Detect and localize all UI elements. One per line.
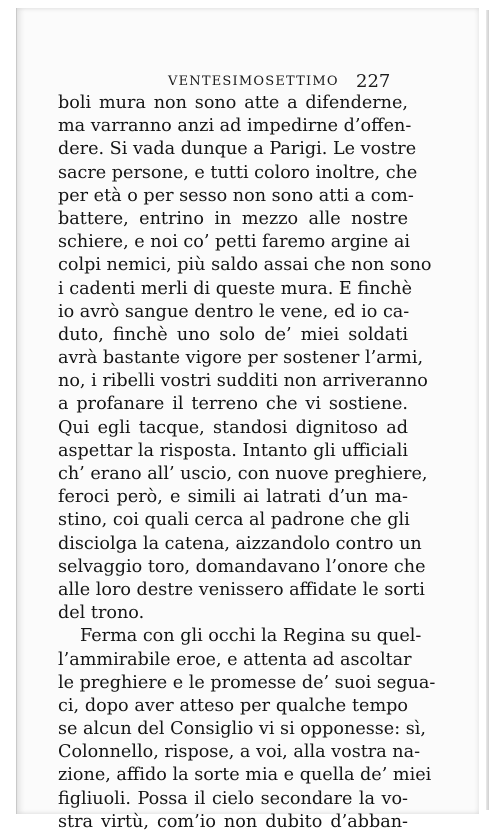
text-line: aspettar la risposta. Intanto gli ufficiali [58, 440, 408, 461]
text-line: a profanare il terreno che vi sostiene. [58, 394, 408, 415]
text-line: schiere, e noi co’ petti faremo argine ai [58, 232, 411, 253]
text-line: figliuoli. Possa il cielo secondare la vo- [58, 788, 408, 809]
text-line: sacre persone, e tutti coloro inoltre, che [58, 162, 418, 183]
text-line: stra virtù, com’io non dubito d’abban- [58, 811, 408, 832]
text-line: no, i ribelli vostri sudditi non arriveranno [58, 371, 428, 392]
text-line: boli mura non sono atte a difenderne, [58, 93, 408, 113]
text-line: io avrò sangue dentro le vene, ed io ca- [58, 301, 410, 322]
text-line: selvaggio toro, domandavano l’onore che [58, 556, 426, 577]
text-line: ch’ erano all’ uscio, con nuove preghiere, [58, 464, 428, 484]
text-line: colpi nemici, più saldo assai che non sono [58, 255, 432, 276]
text-line: feroci però, e simili ai latrati d’un ma- [58, 487, 408, 508]
text-line: avrà bastante vigore per sostener l’armi, [58, 348, 424, 369]
running-head [0, 71, 497, 94]
text-line: zione, affido la sorte mia e quella de’ miei [58, 765, 432, 786]
page-number: 227 [356, 71, 391, 92]
text-line: Colonnello, rispose, a voi, alla vostra na- [58, 742, 421, 763]
text-line: stino, coi quali cerca al padrone che gli [58, 510, 410, 531]
text-line: battere, entrino in mezzo alle nostre [58, 208, 408, 229]
text-line: del trono. [58, 603, 145, 624]
text-line: Ferma con gli occhi la Regina su quel- [80, 626, 422, 647]
text-line: Qui egli tacque, standosi dignitoso ad [58, 417, 408, 438]
text-line: l’ammirabile eroe, e attenta ad ascoltar [58, 649, 412, 670]
text-line: dere. Si vada dunque a Parigi. Le vostre [58, 139, 417, 160]
text-line: duto, finchè uno solo de’ miei soldati [58, 324, 408, 345]
text-line: le preghiere e le promesse de’ suoi segua- [58, 672, 436, 693]
running-title: VENTESIMOSETTIMO [168, 74, 339, 89]
text-line: disciolga la catena, aizzandolo contro un [58, 533, 422, 554]
text-line: per età o per sesso non sono atti a com- [58, 185, 414, 206]
page-edge [486, 10, 489, 810]
text-line: ma varranno anzi ad impedirne d’offen- [58, 116, 412, 137]
text-line: i cadenti merli di queste mura. E finchè [58, 278, 412, 299]
text-line: se alcun del Consiglio vi si opponesse: sì, [58, 719, 426, 740]
text-line: ci, dopo aver atteso per qualche tempo [58, 695, 408, 716]
body-text [58, 92, 436, 834]
text-line: alle loro destre venissero affidate le sorti [58, 579, 425, 600]
